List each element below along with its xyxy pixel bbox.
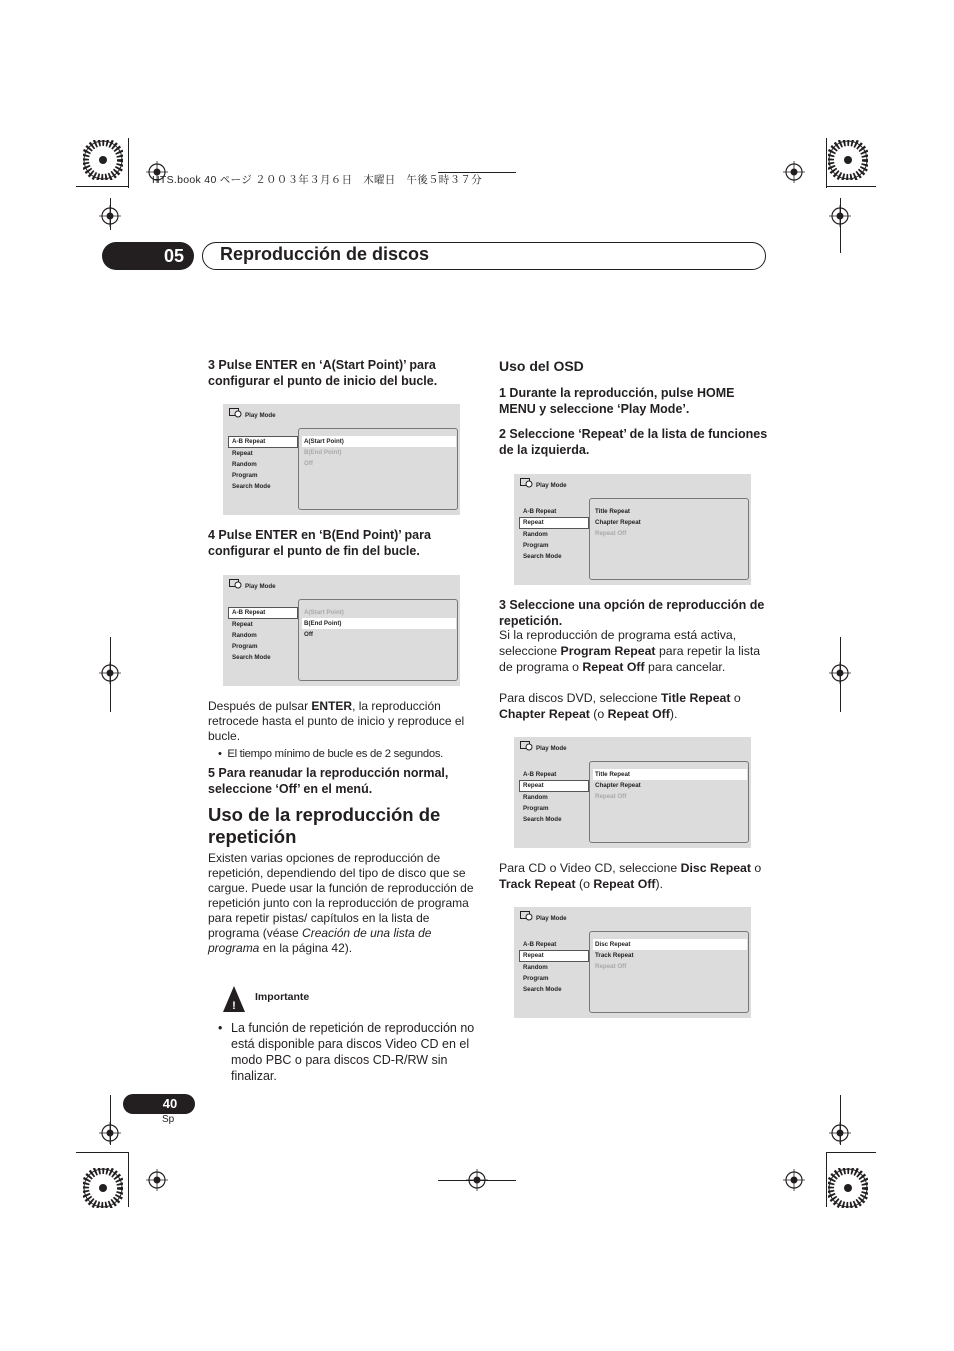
osd-heading: Uso del OSD	[499, 358, 584, 374]
osd-menu-item[interactable]: Program	[232, 642, 258, 650]
disc-icon	[229, 579, 242, 589]
osd-option[interactable]: B(End Point)	[302, 618, 456, 629]
osd-menu	[520, 939, 589, 995]
osd-menu-item[interactable]: A-B Repeat	[523, 941, 557, 948]
osd-option[interactable]: Track Repeat	[595, 952, 634, 959]
disc-icon	[520, 911, 533, 921]
registration-mark-icon	[829, 205, 851, 227]
osd-menu-item[interactable]: Search Mode	[232, 653, 271, 661]
osd-screen-4	[514, 737, 751, 848]
disc-icon	[229, 408, 242, 418]
osd-option[interactable]: Off	[304, 460, 313, 467]
osd-option[interactable]: Title Repeat	[593, 769, 747, 780]
osd-menu-item[interactable]: A-B Repeat	[523, 771, 557, 778]
osd-menu-item[interactable]: Repeat	[519, 517, 589, 529]
important-icon	[222, 985, 246, 1013]
osd-menu-item[interactable]: Random	[523, 793, 548, 801]
osd-menu-item[interactable]: Program	[232, 471, 258, 479]
osd-option[interactable]: Chapter Repeat	[595, 782, 641, 789]
osd-title: Play Mode	[536, 745, 567, 752]
registration-mark-icon	[99, 1122, 121, 1144]
osd-options	[302, 436, 456, 469]
osd-menu-item[interactable]: Random	[523, 963, 548, 971]
page-number: 40	[162, 1096, 178, 1111]
osd-option[interactable]: Disc Repeat	[593, 939, 747, 950]
osd-options	[302, 607, 456, 640]
osd-menu-item[interactable]: Random	[523, 530, 548, 538]
osd-menu-item[interactable]: Repeat	[232, 620, 253, 628]
osd-options	[593, 939, 747, 972]
chapter-number: 05	[102, 242, 194, 270]
osd-menu-item[interactable]: Search Mode	[523, 985, 562, 993]
osd-menu-item[interactable]: A-B Repeat	[523, 508, 557, 515]
osd-menu-item[interactable]: Repeat	[232, 449, 253, 457]
osd-menu-item[interactable]: Repeat	[519, 780, 589, 792]
after-enter-text: Después de pulsar ENTER, la reproducción retrocede hasta el punto de inicio y reproduce el bucle.	[208, 699, 465, 743]
registration-mark-icon	[99, 205, 121, 227]
osd-title: Play Mode	[245, 583, 276, 590]
osd-menu	[520, 506, 589, 562]
section-body: Existen varias opciones de reproducción de repetición, dependiendo del tipo de disco que se cargue. Puede usar la función de reproducción de repetición junto con la reproducción de programa para repetir pistas/ capítulos en la lista de programa (véase Creación de una lista de programa en la página 42).	[208, 851, 474, 955]
osd-option[interactable]: B(End Point)	[304, 449, 342, 456]
disc-icon	[520, 478, 533, 488]
registration-mark-icon	[783, 1169, 805, 1191]
osd-menu-item[interactable]: A-B Repeat	[228, 436, 298, 448]
registration-mark-icon	[146, 1169, 168, 1191]
osd-option[interactable]: A(Start Point)	[304, 609, 344, 616]
print-header: HTS.book 40 ページ ２００３年３月６日 木曜日 午後５時３７分	[152, 174, 483, 186]
osd-screen-2	[223, 575, 460, 686]
osd-title: Play Mode	[536, 482, 567, 489]
osd-option[interactable]: Repeat Off	[595, 793, 627, 800]
page-lang: Sp	[162, 1114, 175, 1125]
osd-option[interactable]: Repeat Off	[595, 963, 627, 970]
osd-menu-item[interactable]: Repeat	[519, 950, 589, 962]
section-title: Uso de la reproducción de repetición	[208, 804, 441, 847]
repeat-options-text-2: Para discos DVD, seleccione Title Repeat o Chapter Repeat (o Repeat Off).	[499, 691, 741, 721]
registration-mark-icon	[829, 662, 851, 684]
repeat-options-text-1: Si la reproducción de programa está activa, seleccione Program Repeat para repetir la lista de programa o Repeat Off para cancelar.	[499, 628, 761, 674]
osd-menu	[520, 769, 589, 825]
osd-screen-1	[223, 404, 460, 515]
page-number-badge	[123, 1094, 195, 1114]
osd-menu-item[interactable]: Search Mode	[523, 552, 562, 560]
star-target-icon	[828, 140, 868, 180]
step-5-left: 5 Para reanudar la reproducción normal, seleccione ‘Off’ en el menú.	[208, 766, 449, 796]
star-target-icon	[828, 1168, 868, 1208]
step-3-left: 3 Pulse ENTER en ‘A(Start Point)’ para configurar el punto de inicio del bucle.	[208, 358, 438, 388]
step-4-left: 4 Pulse ENTER en ‘B(End Point)’ para configurar el punto de fin del bucle.	[208, 528, 431, 558]
osd-options	[593, 769, 747, 802]
osd-menu-item[interactable]: Program	[523, 541, 549, 549]
osd-title: Play Mode	[245, 412, 276, 419]
osd-menu-item[interactable]: Program	[523, 974, 549, 982]
step-1-right: 1 Durante la reproducción, pulse HOME MENU y seleccione ‘Play Mode’.	[499, 386, 735, 416]
registration-mark-icon	[783, 161, 805, 183]
osd-menu-item[interactable]: A-B Repeat	[228, 607, 298, 619]
osd-option[interactable]: Chapter Repeat	[595, 519, 641, 526]
important-bullet: • La función de repetición de reproducción no está disponible para discos Video CD en el modo PBC o para discos CD-R/RW sin finalizar.	[218, 1021, 475, 1083]
chapter-title: Reproducción de discos	[220, 244, 430, 264]
osd-options	[593, 506, 747, 539]
star-target-icon	[83, 1168, 123, 1208]
osd-option[interactable]: Title Repeat	[595, 508, 630, 515]
osd-screen-5	[514, 907, 751, 1018]
osd-menu-item[interactable]: Search Mode	[523, 815, 562, 823]
registration-mark-icon	[99, 662, 121, 684]
registration-mark-icon	[466, 1169, 488, 1191]
osd-screen-3	[514, 474, 751, 585]
step-2-right: 2 Seleccione ‘Repeat’ de la lista de funciones de la izquierda.	[499, 427, 768, 457]
svg-text:!: !	[232, 1000, 236, 1012]
registration-mark-icon	[829, 1122, 851, 1144]
bullet-item: • El tiempo mínimo de bucle es de 2 segundos.	[218, 748, 444, 760]
osd-option[interactable]: Repeat Off	[595, 530, 627, 537]
important-label: Importante	[255, 991, 310, 1003]
osd-menu	[229, 436, 298, 492]
star-target-icon	[83, 140, 123, 180]
osd-option[interactable]: A(Start Point)	[302, 436, 456, 447]
osd-menu-item[interactable]: Search Mode	[232, 482, 271, 490]
osd-option[interactable]: Off	[304, 631, 313, 638]
osd-menu-item[interactable]: Random	[232, 460, 257, 468]
osd-menu-item[interactable]: Program	[523, 804, 549, 812]
step-3-right: 3 Seleccione una opción de reproducción de repetición.	[499, 598, 765, 628]
osd-title: Play Mode	[536, 915, 567, 922]
repeat-options-text-3: Para CD o Video CD, seleccione Disc Repeat o Track Repeat (o Repeat Off).	[499, 861, 762, 891]
osd-menu	[229, 607, 298, 663]
disc-icon	[520, 741, 533, 751]
osd-menu-item[interactable]: Random	[232, 631, 257, 639]
